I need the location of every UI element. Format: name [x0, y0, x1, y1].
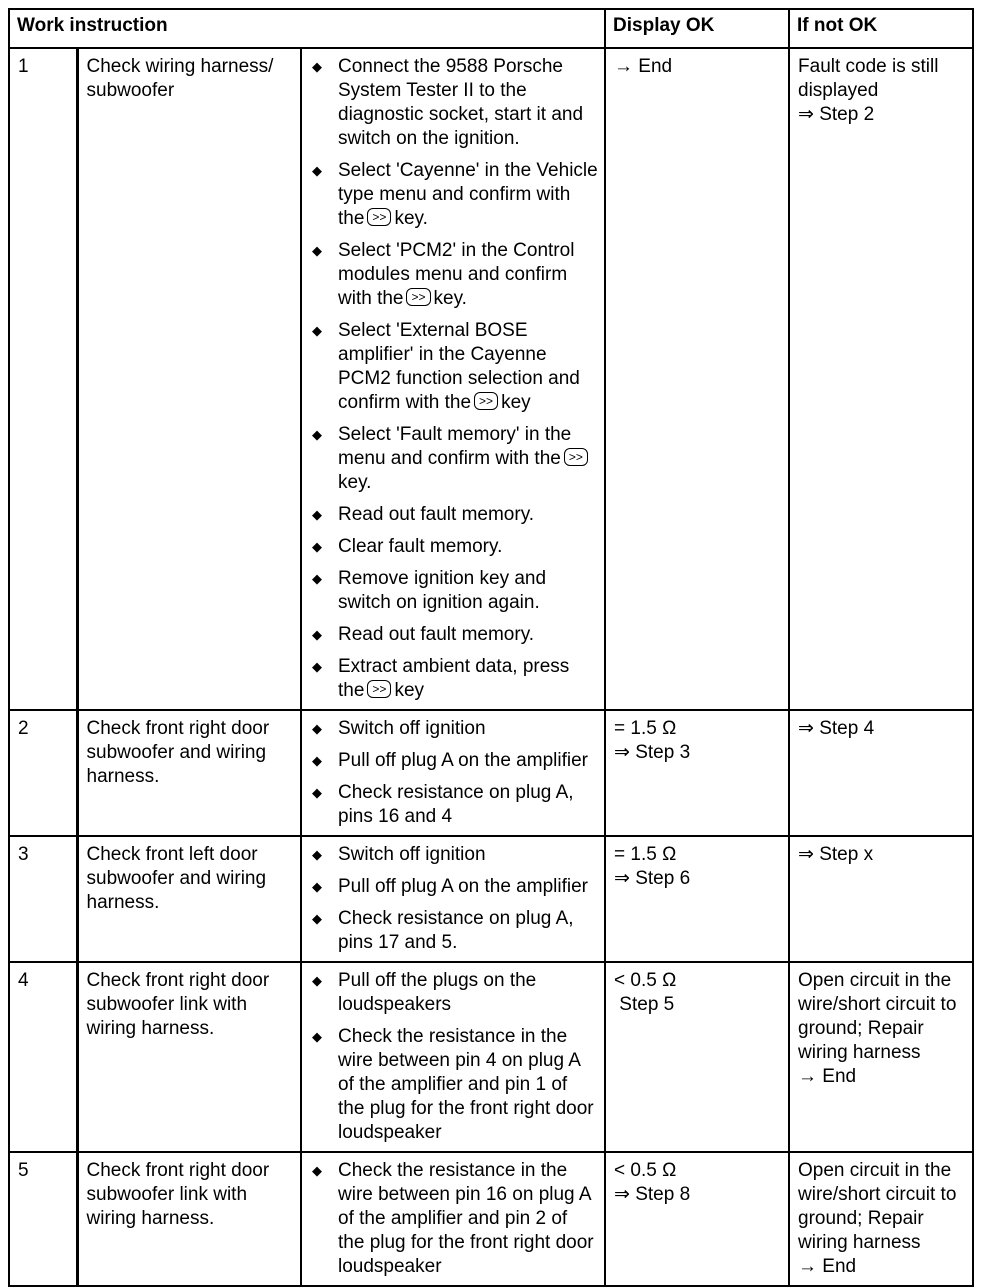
step-title: Check front right door subwoofer link with wiring harness.: [77, 962, 301, 1152]
instruction-text-part: Select 'Fault memory' in the menu and confirm with the: [338, 424, 572, 469]
instruction-text-part: Read out fault memory.: [338, 504, 535, 525]
if-not-ok-cell: [789, 710, 973, 836]
instruction-text: [338, 969, 598, 1017]
display-ok-line: < 0.5 Ω: [614, 970, 677, 991]
instruction-item: [312, 843, 598, 867]
instruction-item: [312, 535, 598, 559]
forward-key-icon: >>: [474, 392, 498, 410]
step-instructions: [301, 836, 605, 962]
display-ok-line: ⇒ Step 8: [614, 1184, 691, 1205]
instruction-text-part: Select 'PCM2' in the Control modules menu and confirm with the: [338, 240, 575, 309]
display-ok-line: = 1.5 Ω: [614, 718, 677, 739]
instruction-text-part: Extract ambient data, press the: [338, 656, 570, 701]
diamond-bullet-icon: ◆: [312, 847, 322, 862]
display-ok-line: Step 5: [614, 994, 675, 1015]
diamond-bullet-icon: ◆: [312, 1163, 322, 1178]
if-not-ok-line: Open circuit in the wire/short circuit to ground; Repair wiring harness: [798, 1160, 962, 1253]
if-not-ok-line: → End: [798, 1066, 857, 1087]
instruction-text-part: Select 'External BOSE amplifier' in the Cayenne PCM2 function selection and confirm with the: [338, 320, 580, 413]
instruction-text: [338, 1159, 598, 1279]
instruction-item: [312, 655, 598, 703]
step-title: Check wiring harness/ subwoofer: [77, 48, 301, 710]
instruction-text-part: Check the resistance in the wire between pin 4 on plug A of the amplifier and pin 1 of the plug for the front right door loudspeaker: [338, 1026, 594, 1143]
header-display-ok: Display OK: [605, 9, 789, 48]
display-ok-cell: [605, 48, 789, 710]
step-number: 3: [9, 836, 77, 962]
instruction-text-part: Check resistance on plug A, pins 16 and 4: [338, 782, 574, 827]
if-not-ok-line: Fault code is still: [798, 56, 939, 77]
instruction-text-after-key: key: [394, 680, 425, 701]
forward-key-icon: >>: [564, 448, 588, 466]
diamond-bullet-icon: ◆: [312, 571, 322, 586]
if-not-ok-cell: [789, 836, 973, 962]
instruction-text: [338, 781, 598, 829]
display-ok-line: ⇒ Step 6: [614, 868, 691, 889]
instruction-text-after-key: key.: [433, 288, 467, 309]
instruction-text-part: Remove ignition key and switch on ignition again.: [338, 568, 547, 613]
diamond-bullet-icon: ◆: [312, 753, 322, 768]
if-not-ok-line: ⇒ Step 2: [798, 104, 875, 125]
diamond-bullet-icon: ◆: [312, 427, 322, 442]
diamond-bullet-icon: ◆: [312, 785, 322, 800]
if-not-ok-line: Open circuit in the wire/short circuit to ground; Repair wiring harness: [798, 970, 962, 1063]
diamond-bullet-icon: ◆: [312, 659, 322, 674]
if-not-ok-line: ⇒ Step 4: [798, 718, 875, 739]
instruction-text: [338, 319, 598, 415]
instruction-text: [338, 567, 598, 615]
step-instructions: [301, 710, 605, 836]
instruction-item: [312, 159, 598, 231]
display-ok-line: < 0.5 Ω: [614, 1160, 677, 1181]
step-instructions: [301, 962, 605, 1152]
instruction-text: [338, 159, 598, 231]
diamond-bullet-icon: ◆: [312, 1029, 322, 1044]
diamond-bullet-icon: ◆: [312, 59, 322, 74]
instruction-text-part: Switch off ignition: [338, 718, 486, 739]
diamond-bullet-icon: ◆: [312, 721, 322, 736]
display-ok-line: → End: [614, 56, 673, 77]
instruction-item: [312, 503, 598, 527]
step-title: Check front right door subwoofer and wiring harness.: [77, 710, 301, 836]
step-number: 4: [9, 962, 77, 1152]
display-ok-line: ⇒ Step 3: [614, 742, 691, 763]
display-ok-cell: [605, 962, 789, 1152]
instruction-text: [338, 55, 598, 151]
diamond-bullet-icon: ◆: [312, 627, 322, 642]
instruction-item: [312, 907, 598, 955]
diamond-bullet-icon: ◆: [312, 911, 322, 926]
instruction-item: [312, 1025, 598, 1145]
instruction-text-part: Switch off ignition: [338, 844, 486, 865]
diamond-bullet-icon: ◆: [312, 973, 322, 988]
display-ok-cell: [605, 1152, 789, 1286]
instruction-item: [312, 717, 598, 741]
step-row: [9, 1152, 973, 1286]
diamond-bullet-icon: ◆: [312, 243, 322, 258]
if-not-ok-cell: [789, 48, 973, 710]
diamond-bullet-icon: ◆: [312, 539, 322, 554]
instruction-text: [338, 717, 598, 741]
header-if-not-ok: If not OK: [789, 9, 973, 48]
instruction-text-after-key: key.: [338, 472, 372, 493]
work-instruction-table: [8, 8, 974, 1287]
step-number: 1: [9, 48, 77, 710]
instruction-item: [312, 875, 598, 899]
instruction-item: [312, 1159, 598, 1279]
step-row: [9, 962, 973, 1152]
instruction-item: [312, 749, 598, 773]
step-row: [9, 836, 973, 962]
step-title: Check front left door subwoofer and wiring harness.: [77, 836, 301, 962]
step-instructions: [301, 1152, 605, 1286]
instruction-text-after-key: key.: [394, 208, 428, 229]
forward-key-icon: >>: [406, 288, 430, 306]
instruction-text: [338, 749, 598, 773]
instruction-text: [338, 535, 598, 559]
instruction-item: [312, 567, 598, 615]
instruction-text-part: Check resistance on plug A, pins 17 and 5.: [338, 908, 574, 953]
display-ok-cell: [605, 710, 789, 836]
header-work-instruction: Work instruction: [9, 9, 605, 48]
instruction-text: [338, 503, 598, 527]
display-ok-line: = 1.5 Ω: [614, 844, 677, 865]
step-number: 5: [9, 1152, 77, 1286]
instruction-item: [312, 423, 598, 495]
if-not-ok-cell: [789, 1152, 973, 1286]
instruction-text-part: Read out fault memory.: [338, 624, 535, 645]
forward-key-icon: >>: [367, 208, 391, 226]
step-title: Check front right door subwoofer link with wiring harness.: [77, 1152, 301, 1286]
instruction-text-after-key: key: [501, 392, 531, 413]
diamond-bullet-icon: ◆: [312, 879, 322, 894]
diamond-bullet-icon: ◆: [312, 507, 322, 522]
header-row: [9, 9, 973, 48]
instruction-text-part: Pull off plug A on the amplifier: [338, 876, 588, 897]
diamond-bullet-icon: ◆: [312, 163, 322, 178]
instruction-text-part: Pull off the plugs on the loudspeakers: [338, 970, 537, 1015]
instruction-text: [338, 907, 598, 955]
forward-key-icon: >>: [367, 680, 391, 698]
instruction-item: [312, 319, 598, 415]
instruction-item: [312, 969, 598, 1017]
instruction-text: [338, 239, 598, 311]
instruction-item: [312, 239, 598, 311]
instruction-text: [338, 875, 598, 899]
if-not-ok-line: ⇒ Step x: [798, 844, 874, 865]
step-instructions: [301, 48, 605, 710]
instruction-text: [338, 843, 598, 867]
instruction-text-part: Clear fault memory.: [338, 536, 503, 557]
instruction-text-part: Check the resistance in the wire between pin 16 on plug A of the amplifier and pin 2 of the plug for the front right door loudspeaker: [338, 1160, 594, 1277]
if-not-ok-line: → End: [798, 1256, 857, 1277]
instruction-item: [312, 55, 598, 151]
instruction-text-part: Connect the 9588 Porsche System Tester II to the diagnostic socket, start it and switch on the ignition.: [338, 56, 584, 149]
instruction-item: [312, 781, 598, 829]
instruction-text: [338, 623, 598, 647]
instruction-text: [338, 1025, 598, 1145]
instruction-text-part: Select 'Cayenne' in the Vehicle type menu and confirm with the: [338, 160, 598, 229]
instruction-text: [338, 423, 598, 495]
diamond-bullet-icon: ◆: [312, 323, 322, 338]
if-not-ok-line: displayed: [798, 80, 879, 101]
if-not-ok-cell: [789, 962, 973, 1152]
instruction-text-part: Pull off plug A on the amplifier: [338, 750, 588, 771]
step-row: [9, 48, 973, 710]
display-ok-cell: [605, 836, 789, 962]
step-row: [9, 710, 973, 836]
step-number: 2: [9, 710, 77, 836]
instruction-item: [312, 623, 598, 647]
instruction-text: [338, 655, 598, 703]
